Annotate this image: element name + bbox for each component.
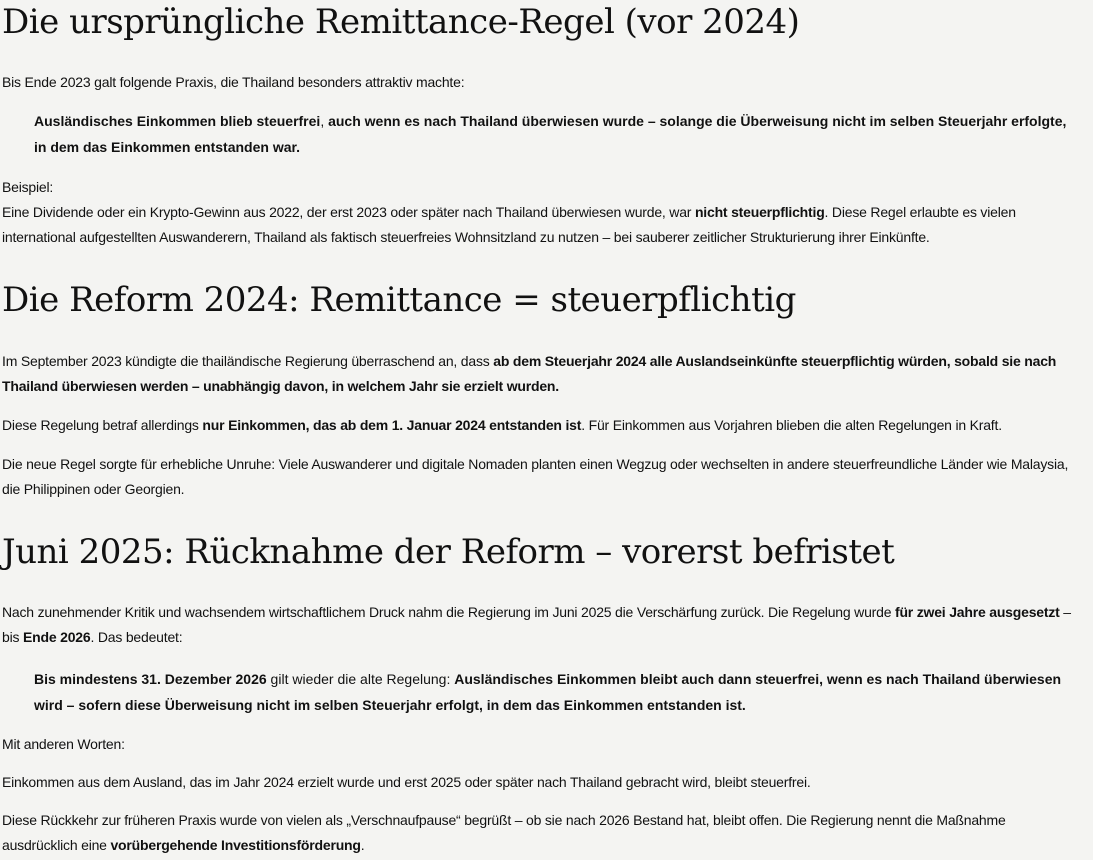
paragraph-text: Nach zunehmender Kritik und wachsendem wirtschaftlichem Druck nahm die Regierung im Juni 2025 die Verschärfung zurück. Die Regelung wurde [2, 604, 895, 620]
example-paragraph [2, 175, 1082, 250]
section-heading-original-rule: Die ursprüngliche Remittance-Regel (vor 2024) [2, 2, 800, 42]
rollback-paragraph [2, 600, 1082, 650]
quote-block-original-rule [34, 108, 1093, 160]
paragraph-bold: ab dem Steuerjahr 2024 alle Auslandseinkünfte steuerpflichtig würden, sobald sie nach Thailand überwiesen werden – unabhängig davon, in welchem Jahr sie erzielt wurden. [2, 353, 1057, 394]
paragraph-bold: für zwei Jahre ausgesetzt [894, 604, 1060, 620]
quote-bold-text: Bis mindestens 31. Dezember 2026 [34, 671, 267, 687]
example-label: Beispiel: [2, 179, 54, 195]
in-other-words-paragraph: Mit anderen Worten: [2, 736, 125, 752]
section-heading-reform-2024: Die Reform 2024: Remittance = steuerpflichtig [2, 280, 796, 320]
income-example-paragraph: Einkommen aus dem Ausland, das im Jahr 2024 erzielt wurde und erst 2025 oder später nach Thailand gebracht wird, bleibt steuerfrei. [2, 774, 811, 790]
paragraph-text: . Für Einkommen aus Vorjahren blieben die alten Regelungen in Kraft. [581, 417, 1002, 433]
paragraph-bold: Ende 2026 [23, 629, 91, 645]
paragraph-text: Im September 2023 kündigte die thailändische Regierung überraschend an, dass [2, 353, 494, 369]
paragraph-bold: vorübergehende Investitionsförderung [110, 837, 361, 853]
example-text: . Diese Regel erlaubte es vielen international aufgestellten Auswanderern, Thailand als faktisch steuerfreies Wohnsitzland zu nutzen – bei sauberer zeitlicher Strukturierung ihrer Einkünfte. [2, 204, 1016, 245]
reform-scope-paragraph [2, 413, 1002, 438]
section-heading-june-2025: Juni 2025: Rücknahme der Reform – vorerst befristet [2, 532, 895, 572]
paragraph-text: – bis [2, 604, 1071, 645]
reform-impact-paragraph: Die neue Regel sorgte für erhebliche Unruhe: Viele Auswanderer und digitale Nomaden planten einen Wegzug oder wechselten in andere steuerfreundliche Länder wie Malaysia, die Philippinen oder Georgien. [2, 456, 1069, 497]
closing-paragraph [2, 808, 1082, 858]
reform-paragraph [2, 349, 1087, 399]
intro-paragraph: Bis Ende 2023 galt folgende Praxis, die Thailand besonders attraktiv machte: [2, 74, 465, 90]
quote-bold-text: auch wenn es nach Thailand überwiesen wurde – solange die Überweisung nicht im selben Steuerjahr erfolgte, in dem das Einkommen entstanden war. [34, 113, 1067, 155]
quote-block-rollback [34, 666, 1093, 718]
quote-text: gilt wieder die alte Regelung: [266, 671, 455, 687]
quote-bold-text: Ausländisches Einkommen blieb steuerfrei [34, 113, 321, 129]
paragraph-text: Diese Rückkehr zur früheren Praxis wurde von vielen als „Verschnaufpause“ begrüßt – ob sie nach 2026 Bestand hat, bleibt offen. Die Regierung nennt die Maßnahme ausdrücklich eine [2, 812, 1006, 853]
paragraph-bold: nur Einkommen, das ab dem 1. Januar 2024 entstanden ist [202, 417, 582, 433]
example-bold: nicht steuerpflichtig [694, 204, 825, 220]
paragraph-text: . [360, 837, 365, 853]
paragraph-text: . Das bedeutet: [90, 629, 183, 645]
example-text: Eine Dividende oder ein Krypto-Gewinn aus 2022, der erst 2023 oder später nach Thailand überwiesen wurde, war [2, 204, 695, 220]
quote-bold-text: Ausländisches Einkommen bleibt auch dann steuerfrei, wenn es nach Thailand überwiesen wird – sofern diese Überweisung nicht im selben Steuerjahr erfolgt, in dem das Einkommen entstanden ist. [34, 671, 1062, 713]
quote-separator: , [320, 113, 329, 129]
paragraph-text: Diese Regelung betraf allerdings [2, 417, 203, 433]
